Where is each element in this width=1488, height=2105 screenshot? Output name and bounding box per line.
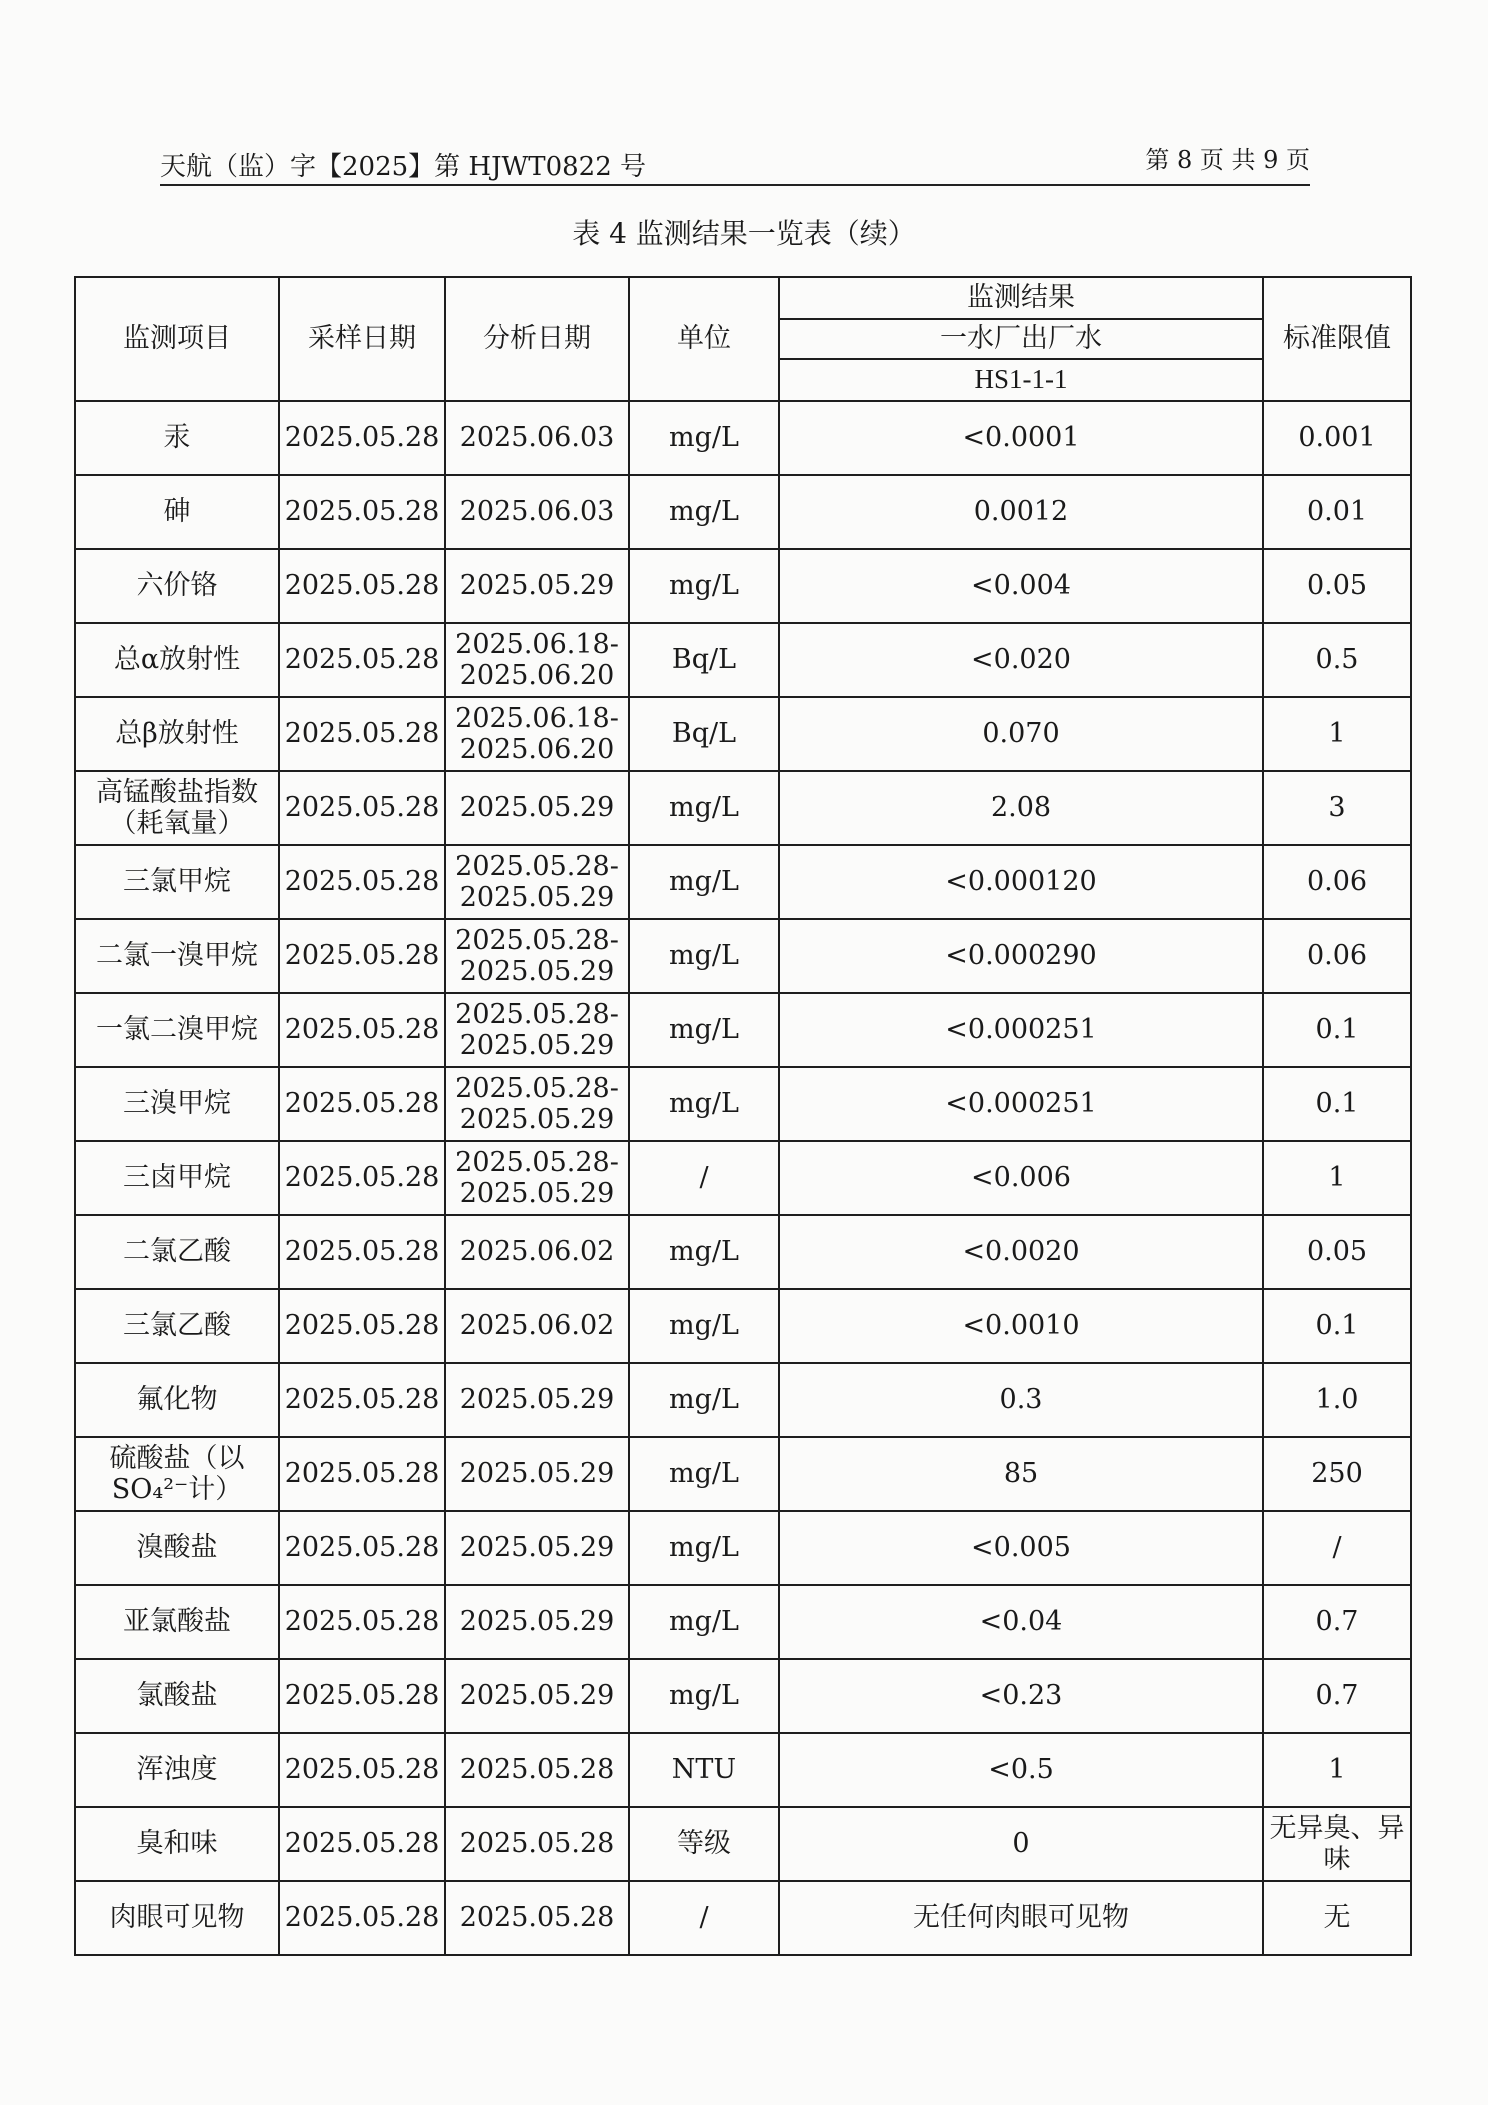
cell-result: <0.000251	[779, 1067, 1263, 1141]
cell-item: 肉眼可见物	[75, 1881, 279, 1955]
cell-unit: mg/L	[629, 1659, 779, 1733]
cell-analysis-date: 2025.05.29	[445, 1363, 629, 1437]
table-row	[75, 401, 1411, 475]
cell-unit: mg/L	[629, 771, 779, 845]
cell-sampling-date: 2025.05.28	[279, 1289, 445, 1363]
cell-item: 三卤甲烷	[75, 1141, 279, 1215]
page-number: 第 8 页 共 9 页	[1145, 146, 1310, 174]
cell-unit: mg/L	[629, 401, 779, 475]
cell-item: 臭和味	[75, 1807, 279, 1881]
table-row	[75, 623, 1411, 697]
cell-analysis-date: 2025.06.03	[445, 401, 629, 475]
cell-result: <0.004	[779, 549, 1263, 623]
cell-item: 溴酸盐	[75, 1511, 279, 1585]
cell-limit: /	[1263, 1511, 1411, 1585]
cell-result: 0.0012	[779, 475, 1263, 549]
table-caption: 表 4 监测结果一览表（续）	[572, 217, 916, 250]
cell-sampling-date: 2025.05.28	[279, 697, 445, 771]
cell-sampling-date: 2025.05.28	[279, 1511, 445, 1585]
cell-item: 二氯乙酸	[75, 1215, 279, 1289]
cell-result: <0.5	[779, 1733, 1263, 1807]
cell-item: 高锰酸盐指数（耗氧量）	[75, 771, 279, 845]
cell-limit: 0.5	[1263, 623, 1411, 697]
cell-unit: mg/L	[629, 845, 779, 919]
cell-sampling-date: 2025.05.28	[279, 771, 445, 845]
cell-limit: 0.1	[1263, 993, 1411, 1067]
cell-result: <0.0020	[779, 1215, 1263, 1289]
cell-unit: 等级	[629, 1807, 779, 1881]
cell-item: 汞	[75, 401, 279, 475]
cell-result: <0.005	[779, 1511, 1263, 1585]
cell-sampling-date: 2025.05.28	[279, 1067, 445, 1141]
cell-sampling-date: 2025.05.28	[279, 1585, 445, 1659]
cell-result: <0.0001	[779, 401, 1263, 475]
table-row	[75, 549, 1411, 623]
cell-sampling-date: 2025.05.28	[279, 1881, 445, 1955]
col-header-site-code: HS1-1-1	[779, 359, 1263, 401]
cell-item: 氟化物	[75, 1363, 279, 1437]
cell-result: <0.0010	[779, 1289, 1263, 1363]
col-header-site: 一水厂出厂水	[779, 319, 1263, 359]
table-row	[75, 1881, 1411, 1955]
cell-item: 浑浊度	[75, 1733, 279, 1807]
table-body	[75, 401, 1411, 1955]
cell-unit: mg/L	[629, 1067, 779, 1141]
table-row	[75, 919, 1411, 993]
cell-limit: 无	[1263, 1881, 1411, 1955]
cell-sampling-date: 2025.05.28	[279, 845, 445, 919]
cell-unit: /	[629, 1141, 779, 1215]
cell-analysis-date: 2025.06.18-2025.06.20	[445, 697, 629, 771]
cell-limit: 250	[1263, 1437, 1411, 1511]
cell-unit: mg/L	[629, 1585, 779, 1659]
cell-item: 二氯一溴甲烷	[75, 919, 279, 993]
table-row	[75, 771, 1411, 845]
cell-result: 0	[779, 1807, 1263, 1881]
cell-limit: 0.05	[1263, 549, 1411, 623]
cell-limit: 0.06	[1263, 919, 1411, 993]
table-row	[75, 1437, 1411, 1511]
cell-analysis-date: 2025.06.02	[445, 1215, 629, 1289]
cell-limit: 0.1	[1263, 1067, 1411, 1141]
table-row	[75, 1067, 1411, 1141]
cell-sampling-date: 2025.05.28	[279, 1215, 445, 1289]
cell-limit: 0.06	[1263, 845, 1411, 919]
cell-item: 一氯二溴甲烷	[75, 993, 279, 1067]
cell-analysis-date: 2025.05.29	[445, 549, 629, 623]
cell-item: 总α放射性	[75, 623, 279, 697]
cell-analysis-date: 2025.06.02	[445, 1289, 629, 1363]
cell-limit: 1	[1263, 1141, 1411, 1215]
cell-item: 三溴甲烷	[75, 1067, 279, 1141]
cell-unit: mg/L	[629, 1437, 779, 1511]
cell-item: 总β放射性	[75, 697, 279, 771]
cell-limit: 0.01	[1263, 475, 1411, 549]
cell-item: 三氯甲烷	[75, 845, 279, 919]
cell-analysis-date: 2025.05.29	[445, 1511, 629, 1585]
cell-analysis-date: 2025.05.28-2025.05.29	[445, 845, 629, 919]
table-row	[75, 1141, 1411, 1215]
cell-analysis-date: 2025.05.29	[445, 1437, 629, 1511]
table-row	[75, 1585, 1411, 1659]
cell-unit: mg/L	[629, 993, 779, 1067]
cell-unit: mg/L	[629, 1363, 779, 1437]
cell-limit: 1	[1263, 697, 1411, 771]
table-row	[75, 993, 1411, 1067]
cell-result: <0.000120	[779, 845, 1263, 919]
cell-sampling-date: 2025.05.28	[279, 1437, 445, 1511]
results-table	[74, 276, 1412, 1956]
document-number: 天航（监）字【2025】第 HJWT0822 号	[160, 152, 647, 182]
table-header	[75, 277, 1411, 401]
cell-analysis-date: 2025.06.18-2025.06.20	[445, 623, 629, 697]
cell-limit: 3	[1263, 771, 1411, 845]
cell-analysis-date: 2025.06.03	[445, 475, 629, 549]
cell-unit: mg/L	[629, 1215, 779, 1289]
cell-sampling-date: 2025.05.28	[279, 1733, 445, 1807]
cell-unit: NTU	[629, 1733, 779, 1807]
cell-result: <0.23	[779, 1659, 1263, 1733]
cell-limit: 无异臭、异味	[1263, 1807, 1411, 1881]
cell-limit: 0.05	[1263, 1215, 1411, 1289]
cell-unit: mg/L	[629, 1289, 779, 1363]
cell-result: 2.08	[779, 771, 1263, 845]
col-header-sampling-date: 采样日期	[279, 277, 445, 401]
cell-analysis-date: 2025.05.28-2025.05.29	[445, 1067, 629, 1141]
cell-unit: mg/L	[629, 919, 779, 993]
cell-item: 砷	[75, 475, 279, 549]
cell-limit: 0.7	[1263, 1659, 1411, 1733]
cell-item: 亚氯酸盐	[75, 1585, 279, 1659]
cell-item: 六价铬	[75, 549, 279, 623]
table-row	[75, 1807, 1411, 1881]
col-header-item: 监测项目	[75, 277, 279, 401]
col-header-result-group: 监测结果	[779, 277, 1263, 319]
cell-analysis-date: 2025.05.29	[445, 1585, 629, 1659]
cell-sampling-date: 2025.05.28	[279, 993, 445, 1067]
cell-sampling-date: 2025.05.28	[279, 475, 445, 549]
cell-result: <0.020	[779, 623, 1263, 697]
cell-sampling-date: 2025.05.28	[279, 1141, 445, 1215]
cell-analysis-date: 2025.05.28-2025.05.29	[445, 1141, 629, 1215]
col-header-limit: 标准限值	[1263, 277, 1411, 401]
cell-result: <0.006	[779, 1141, 1263, 1215]
col-header-unit: 单位	[629, 277, 779, 401]
cell-result: 无任何肉眼可见物	[779, 1881, 1263, 1955]
table-row	[75, 1215, 1411, 1289]
cell-sampling-date: 2025.05.28	[279, 1807, 445, 1881]
cell-limit: 1.0	[1263, 1363, 1411, 1437]
cell-sampling-date: 2025.05.28	[279, 919, 445, 993]
cell-limit: 0.7	[1263, 1585, 1411, 1659]
cell-analysis-date: 2025.05.28-2025.05.29	[445, 993, 629, 1067]
page-header	[160, 140, 1310, 186]
cell-sampling-date: 2025.05.28	[279, 623, 445, 697]
cell-analysis-date: 2025.05.29	[445, 1659, 629, 1733]
col-header-analysis-date: 分析日期	[445, 277, 629, 401]
cell-result: <0.04	[779, 1585, 1263, 1659]
cell-analysis-date: 2025.05.28	[445, 1807, 629, 1881]
cell-limit: 0.1	[1263, 1289, 1411, 1363]
cell-sampling-date: 2025.05.28	[279, 549, 445, 623]
table-row	[75, 1363, 1411, 1437]
cell-unit: mg/L	[629, 549, 779, 623]
cell-sampling-date: 2025.05.28	[279, 1659, 445, 1733]
table-row	[75, 475, 1411, 549]
cell-sampling-date: 2025.05.28	[279, 1363, 445, 1437]
table-row	[75, 1511, 1411, 1585]
cell-item: 硫酸盐（以SO₄²⁻计）	[75, 1437, 279, 1511]
table-row	[75, 1733, 1411, 1807]
table-row	[75, 1289, 1411, 1363]
cell-unit: /	[629, 1881, 779, 1955]
cell-unit: Bq/L	[629, 697, 779, 771]
cell-analysis-date: 2025.05.28	[445, 1881, 629, 1955]
cell-item: 氯酸盐	[75, 1659, 279, 1733]
cell-analysis-date: 2025.05.29	[445, 771, 629, 845]
cell-limit: 0.001	[1263, 401, 1411, 475]
cell-item: 三氯乙酸	[75, 1289, 279, 1363]
cell-result: <0.000290	[779, 919, 1263, 993]
cell-unit: mg/L	[629, 1511, 779, 1585]
cell-limit: 1	[1263, 1733, 1411, 1807]
cell-result: <0.000251	[779, 993, 1263, 1067]
cell-analysis-date: 2025.05.28-2025.05.29	[445, 919, 629, 993]
cell-unit: mg/L	[629, 475, 779, 549]
cell-result: 0.070	[779, 697, 1263, 771]
cell-sampling-date: 2025.05.28	[279, 401, 445, 475]
table-row	[75, 697, 1411, 771]
cell-unit: Bq/L	[629, 623, 779, 697]
cell-analysis-date: 2025.05.28	[445, 1733, 629, 1807]
table-row	[75, 1659, 1411, 1733]
table-row	[75, 845, 1411, 919]
cell-result: 85	[779, 1437, 1263, 1511]
cell-result: 0.3	[779, 1363, 1263, 1437]
